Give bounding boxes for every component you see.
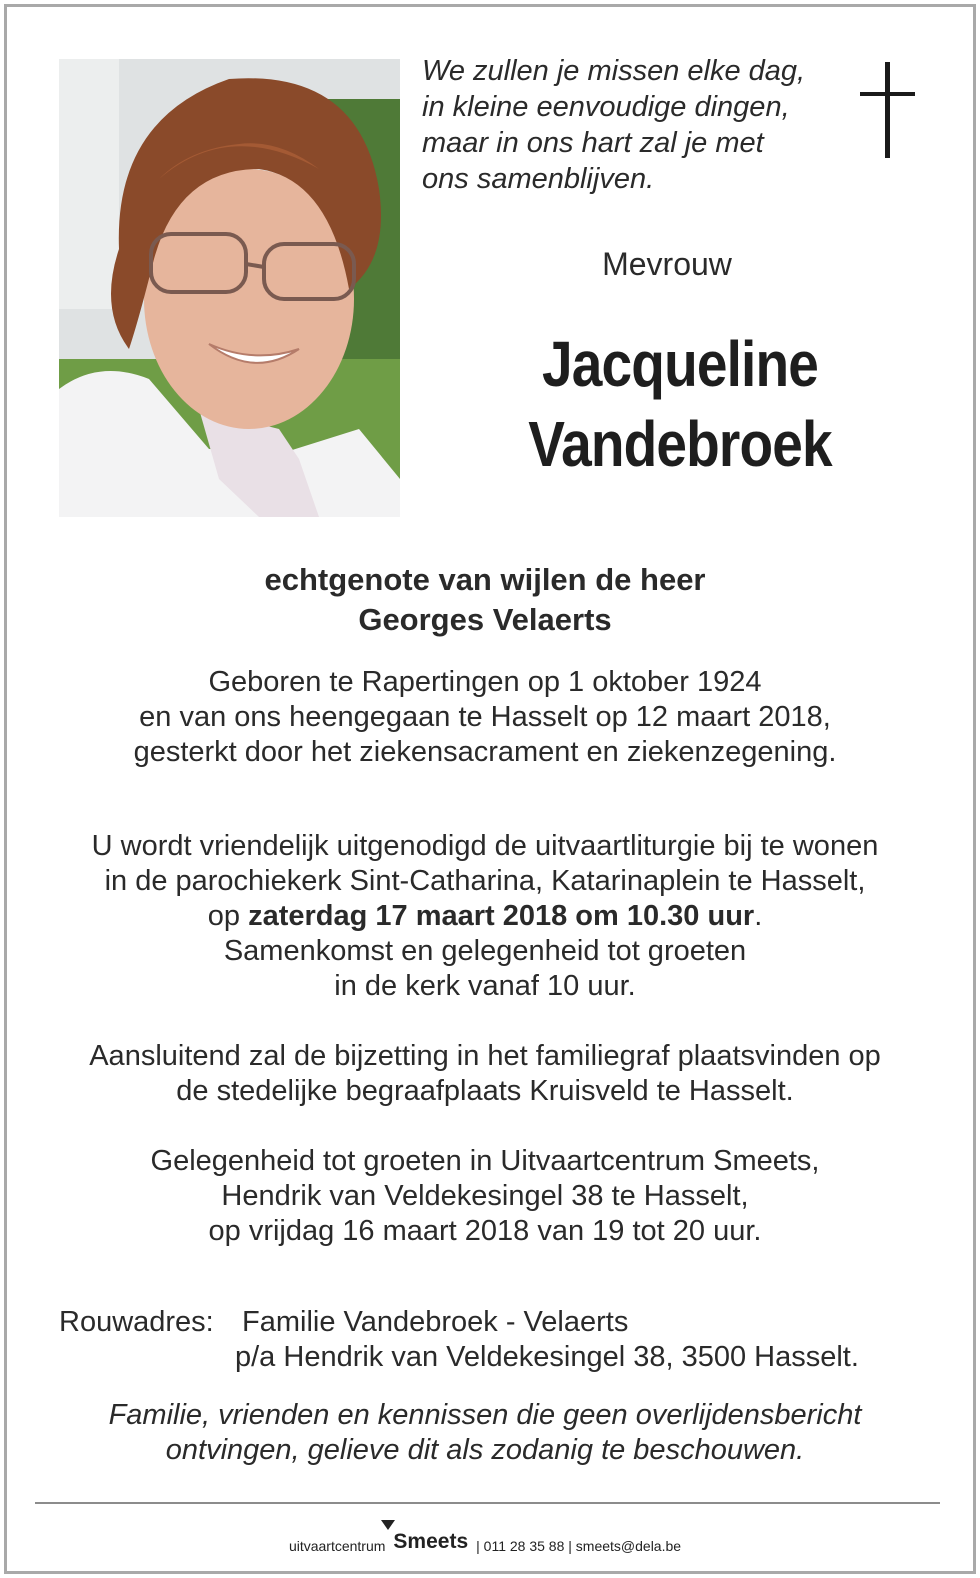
spouse-line: echtgenote van wijlen de heer (264, 562, 706, 597)
birth-death-line: gesterkt door het ziekensacrament en ziekenzegening. (133, 736, 837, 768)
birth-death-line: en van ons heengegaan te Hasselt op 12 maart 2018, (139, 701, 831, 733)
funeral-block (0, 829, 970, 1004)
visitation-block (0, 1144, 970, 1249)
birth-death-block (0, 665, 970, 770)
birth-death-line: Geboren te Rapertingen op 1 oktober 1924 (208, 666, 762, 698)
closing-note (0, 1398, 970, 1468)
address-label: Rouwadres: (59, 1306, 214, 1338)
footer-divider (35, 1502, 940, 1504)
footer-contact: | 011 28 35 88 | smeets@dela.be (476, 1538, 682, 1554)
brand-marker-icon (381, 1520, 395, 1530)
visitation-line: Hendrik van Veldekesingel 38 te Hasselt, (221, 1180, 749, 1212)
footer-brand (393, 1530, 468, 1554)
last-name: Vandebroek (528, 408, 832, 480)
address-family: Familie Vandebroek - Velaerts (242, 1306, 629, 1338)
funeral-line: in de kerk vanaf 10 uur. (334, 970, 636, 1002)
footer-brand-text: Smeets (393, 1530, 469, 1553)
burial-line: Aansluitend zal de bijzetting in het familiegraf plaatsvinden op (89, 1040, 881, 1072)
first-name: Jacqueline (542, 328, 818, 400)
poem-line: ons samenblijven. (422, 163, 655, 195)
burial-block (0, 1039, 970, 1109)
deceased-name (499, 324, 860, 484)
poem (422, 53, 842, 197)
burial-line: de stedelijke begraafplaats Kruisveld te Hasselt. (176, 1075, 794, 1107)
visitation-line: Gelegenheid tot groeten in Uitvaartcentrum Smeets, (150, 1145, 820, 1177)
spouse-name: Georges Velaerts (358, 602, 612, 637)
footer (0, 1510, 970, 1554)
funeral-datetime-line (0, 899, 970, 934)
address-street: p/a Hendrik van Veldekesingel 38, 3500 Hasselt. (235, 1341, 859, 1373)
funeral-line: U wordt vriendelijk uitgenodigd de uitvaartliturgie bij te wonen (91, 830, 879, 862)
visitation-line: op vrijdag 16 maart 2018 van 19 tot 20 uur. (208, 1215, 762, 1247)
closing-line: Familie, vrienden en kennissen die geen overlijdensbericht (108, 1399, 862, 1431)
closing-line: ontvingen, gelieve dit als zodanig te beschouwen. (165, 1434, 805, 1466)
poem-line: in kleine eenvoudige dingen, (422, 91, 790, 123)
deceased-title: Mevrouw (602, 246, 732, 282)
spouse-block (0, 560, 970, 640)
funeral-line: in de parochiekerk Sint-Catharina, Katarinaplein te Hasselt, (104, 865, 866, 897)
portrait-photo (59, 59, 400, 517)
funeral-datetime-prefix: op (207, 900, 249, 932)
footer-prefix: uitvaartcentrum (288, 1538, 386, 1554)
funeral-line: Samenkomst en gelegenheid tot groeten (223, 935, 747, 967)
poem-line: We zullen je missen elke dag, (422, 55, 806, 87)
cross-icon (858, 62, 918, 160)
poem-line: maar in ons hart zal je met (422, 127, 764, 159)
funeral-datetime-suffix: . (754, 900, 763, 932)
funeral-datetime: zaterdag 17 maart 2018 om 10.30 uur (248, 900, 755, 932)
